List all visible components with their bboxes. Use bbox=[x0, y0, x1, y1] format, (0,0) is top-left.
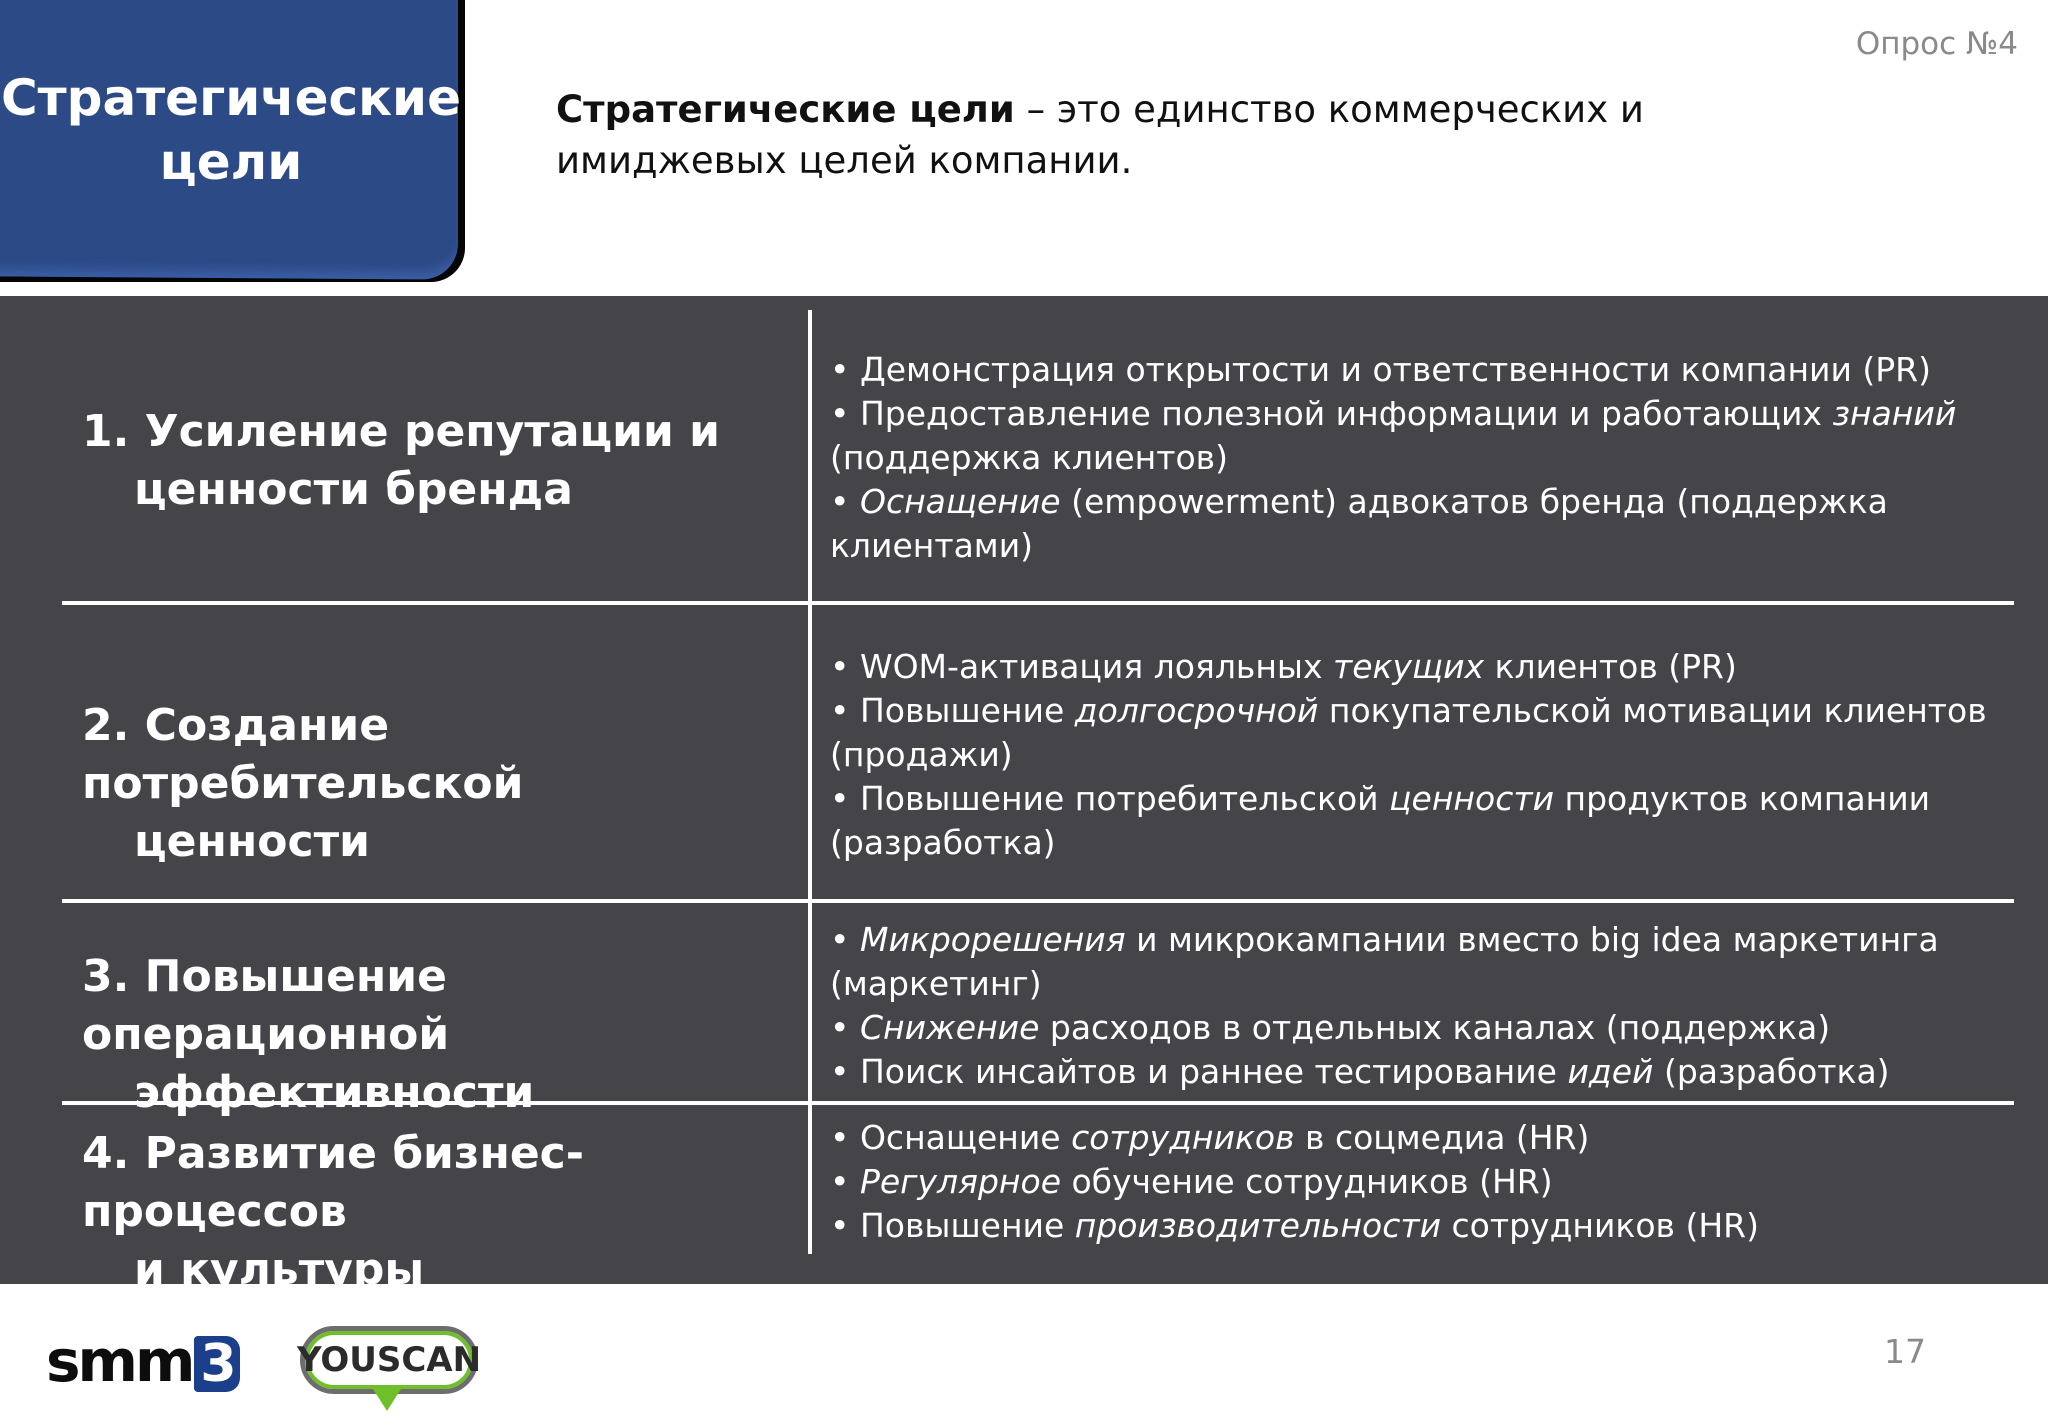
speech-bubble-tail-icon bbox=[373, 1389, 401, 1411]
goal-bullets-2 bbox=[830, 645, 2020, 865]
bullet-text: и микрокампании вместо big idea маркетинга (маркетинг) bbox=[830, 920, 1939, 1003]
bullet-text: • Демонстрация открытости и ответственности компании (PR) bbox=[830, 350, 1931, 389]
bullet-item bbox=[830, 689, 2020, 777]
bullet-emphasis: Микрорешения bbox=[859, 920, 1126, 959]
slide-title: Стратегические цели bbox=[0, 69, 461, 191]
bullet-item bbox=[830, 480, 2020, 568]
bullet-item bbox=[830, 392, 2020, 480]
bullet-text: • bbox=[830, 920, 860, 959]
goal-title-line: 2. Создание потребительской bbox=[82, 700, 524, 809]
bullet-emphasis: ценности bbox=[1389, 779, 1555, 818]
bullet-text: • Оснащение bbox=[830, 1118, 1072, 1157]
goal-title-3 bbox=[82, 948, 802, 1122]
bullet-text: • Поиск инсайтов и раннее тестирование bbox=[830, 1052, 1568, 1091]
bullet-item bbox=[830, 1116, 2020, 1160]
bullet-emphasis: долгосрочной bbox=[1074, 691, 1319, 730]
goal-title-line: ценности bbox=[134, 816, 370, 867]
goal-title-4 bbox=[82, 1125, 802, 1299]
goal-bullets-1 bbox=[830, 348, 2020, 568]
goal-bullets-3 bbox=[830, 918, 2020, 1094]
bullet-text: • Предоставление полезной информации и работающих bbox=[830, 394, 1833, 433]
goal-title-2 bbox=[82, 697, 802, 871]
bullet-text: (поддержка клиентов) bbox=[830, 438, 1228, 477]
bullet-emphasis: текущих bbox=[1333, 647, 1485, 686]
bullet-emphasis: сотрудников bbox=[1071, 1118, 1295, 1157]
bullet-text: обучение сотрудников (HR) bbox=[1061, 1162, 1553, 1201]
bullet-item bbox=[830, 777, 2020, 865]
bullet-text: в соцмедиа (HR) bbox=[1294, 1118, 1590, 1157]
bullet-text: (разработка) bbox=[1653, 1052, 1890, 1091]
smm3-logo bbox=[46, 1327, 266, 1395]
bullet-item bbox=[830, 1006, 2020, 1050]
definition-text: – это единство коммерческих и имиджевых целей компании. bbox=[556, 88, 1644, 182]
bullet-emphasis: идей bbox=[1567, 1052, 1654, 1091]
bullet-text: • bbox=[830, 1008, 860, 1047]
bullet-emphasis: Снижение bbox=[859, 1008, 1040, 1047]
bullet-item bbox=[830, 1050, 2020, 1094]
bullet-text: расходов в отдельных каналах (поддержка) bbox=[1039, 1008, 1831, 1047]
goal-title-1 bbox=[82, 403, 802, 519]
bullet-emphasis: знаний bbox=[1832, 394, 1957, 433]
bullet-item bbox=[830, 1204, 2020, 1248]
goal-title-line: ценности бренда bbox=[134, 464, 573, 515]
bullet-text: покупательской мотивации клиентов (продажи) bbox=[830, 691, 1987, 774]
goal-title-line: 3. Повышение операционной bbox=[82, 951, 450, 1060]
bullet-text: сотрудников (HR) bbox=[1441, 1206, 1759, 1245]
bullet-text: • Повышение потребительской bbox=[830, 779, 1390, 818]
column-divider bbox=[808, 310, 812, 1254]
bullet-emphasis: производительности bbox=[1074, 1206, 1442, 1245]
row-divider bbox=[62, 899, 2014, 903]
page-number: 17 bbox=[1884, 1332, 1926, 1371]
smm-logo-mark: 3 bbox=[194, 1336, 239, 1392]
poll-label: Опрос №4 bbox=[1855, 26, 2018, 62]
definition-term: Стратегические цели bbox=[556, 88, 1015, 131]
bullet-text: • bbox=[830, 1162, 860, 1201]
bullet-text: продуктов компании (разработка) bbox=[830, 779, 1931, 862]
goal-bullets-4 bbox=[830, 1116, 2020, 1248]
bullet-emphasis: Оснащение bbox=[859, 482, 1061, 521]
bullet-item bbox=[830, 918, 2020, 1006]
goal-title-line: эффективности bbox=[134, 1067, 535, 1118]
bullet-item bbox=[830, 348, 2020, 392]
goal-title-line: 1. Усиление репутации и bbox=[82, 406, 720, 457]
bullet-text: • Повышение bbox=[830, 691, 1075, 730]
youscan-logo-text: YOUSCAN bbox=[296, 1340, 482, 1380]
bullet-item bbox=[830, 645, 2020, 689]
smm-logo-text: smm bbox=[46, 1327, 193, 1395]
row-divider bbox=[62, 601, 2014, 605]
bullet-text: • Повышение bbox=[830, 1206, 1075, 1245]
bullet-item bbox=[830, 1160, 2020, 1204]
bullet-emphasis: Регулярное bbox=[859, 1162, 1061, 1201]
bullet-text: (empowerment) адвокатов бренда (поддержка клиентами) bbox=[830, 482, 1888, 565]
definition bbox=[556, 84, 1706, 186]
bullet-text: клиентов (PR) bbox=[1484, 647, 1737, 686]
bullet-text: • bbox=[830, 482, 860, 521]
bullet-text: • WOM-активация лояльных bbox=[830, 647, 1334, 686]
youscan-logo bbox=[296, 1326, 482, 1394]
goal-title-line: и культуры bbox=[134, 1244, 425, 1295]
goal-title-line: 4. Развитие бизнес-процессов bbox=[82, 1128, 585, 1237]
